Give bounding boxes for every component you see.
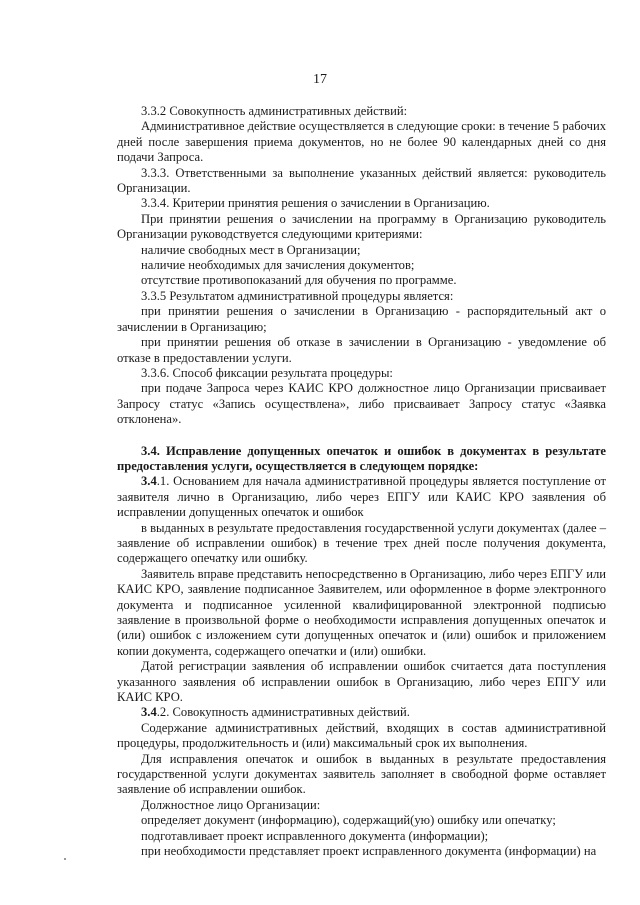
paragraph: при принятии решения об отказе в зачислении в Организацию - уведомление об отказе в предоставлении услуги. [117,335,606,365]
paragraph: Заявитель вправе представить непосредственно в Организацию, либо через ЕПГУ или КАИС КРО, заявление подписанное Заявителем, или оформленное в форме электронного документа и подписанное усиленной квалифицированной электронной подписью заявление в произвольной форме о необходимости исправления допущенных опечаток и (или) ошибок с изложением сути допущенных опечаток и (или) ошибок и приложением копии документа, содержащего опечатки и (или) ошибки. [117,566,606,658]
list-item: определяет документ (информацию), содержащий(ую) ошибку или опечатку; [141,813,556,828]
paragraph: 3.3.2 Совокупность административных действий: [141,104,408,118]
paragraph: Для исправления опечаток и ошибок в выданных в результате предоставления государственной услуги документах заявитель заполняет в свободной форме оставляет заявление об исправлении ошибок. [117,751,606,797]
clause-number: 3.4 [141,705,157,720]
paragraph: Должностное лицо Организации: [141,797,321,812]
paragraph: при подаче Запроса через КАИС КРО должностное лицо Организации присваивает Запросу статус «Запись осуществлена», либо присваивает Запросу статус «Заявка отклонена». [117,381,606,427]
section-heading: 3.4. Исправление допущенных опечаток и ошибок в документах в результате предоставления услуги, осуществляется в следующем порядке: [117,443,606,473]
list-item: наличие необходимых для зачисления документов; [141,258,415,273]
list-item: отсутствие противопоказаний для обучения по программе. [141,273,457,288]
list-item: подготавливает проект исправленного документа (информации); [141,828,489,843]
paragraph: При принятии решения о зачислении на программу в Организацию руководитель Организации руководствуется следующими критериями: [117,211,606,242]
scan-speck [64,858,66,860]
clause-text: .1. Основанием для начала административной процедуры является поступление от заявителя лично в Организацию, либо через ЕПГУ или КАИС КРО заявления об исправлении допущенных опечаток и ошибок [117,474,606,520]
clause-number: 3.4 [141,474,157,489]
paragraph: Административное действие осуществляется в следующие сроки: в течение 5 рабочих дней после завершения приема документов, но не более 90 календарных дней со дня подачи Запроса. [117,119,606,165]
paragraph: Содержание административных действий, входящих в состав административной процедуры, продолжительность и (или) максимальный срок их выполнения. [117,720,606,751]
list-item: наличие свободных мест в Организации; [141,242,361,257]
paragraph: 3.3.6. Способ фиксации результата процедуры: [141,365,393,380]
paragraph: Датой регистрации заявления об исправлении ошибок считается дата поступления указанного заявления об исправлении ошибок в Организацию, либо через ЕПГУ или КАИС КРО. [117,659,606,705]
list-item: при необходимости представляет проект исправленного документа (информации) на [141,844,597,859]
section-gap [117,428,606,444]
paragraph [117,474,606,520]
paragraph: при принятии решения о зачислении в Организацию - распорядительный акт о зачислении в Организацию; [117,304,606,334]
document-body [117,104,606,860]
paragraph [117,705,606,720]
paragraph: в выданных в результате предоставления государственной услуги документах (далее – заявление об исправлении ошибок) в течение трех дней после получения документа, содержащего опечатку или ошибку. [117,520,606,566]
paragraph: 3.3.5 Результатом административной процедуры является: [141,288,454,303]
paragraph: 3.3.3. Ответственными за выполнение указанных действий является: руководитель Организации. [117,165,606,196]
page-number: 17 [313,72,327,87]
paragraph: 3.3.4. Критерии принятия решения о зачислении в Организацию. [141,196,490,211]
clause-text: .2. Совокупность административных действий. [156,705,410,720]
